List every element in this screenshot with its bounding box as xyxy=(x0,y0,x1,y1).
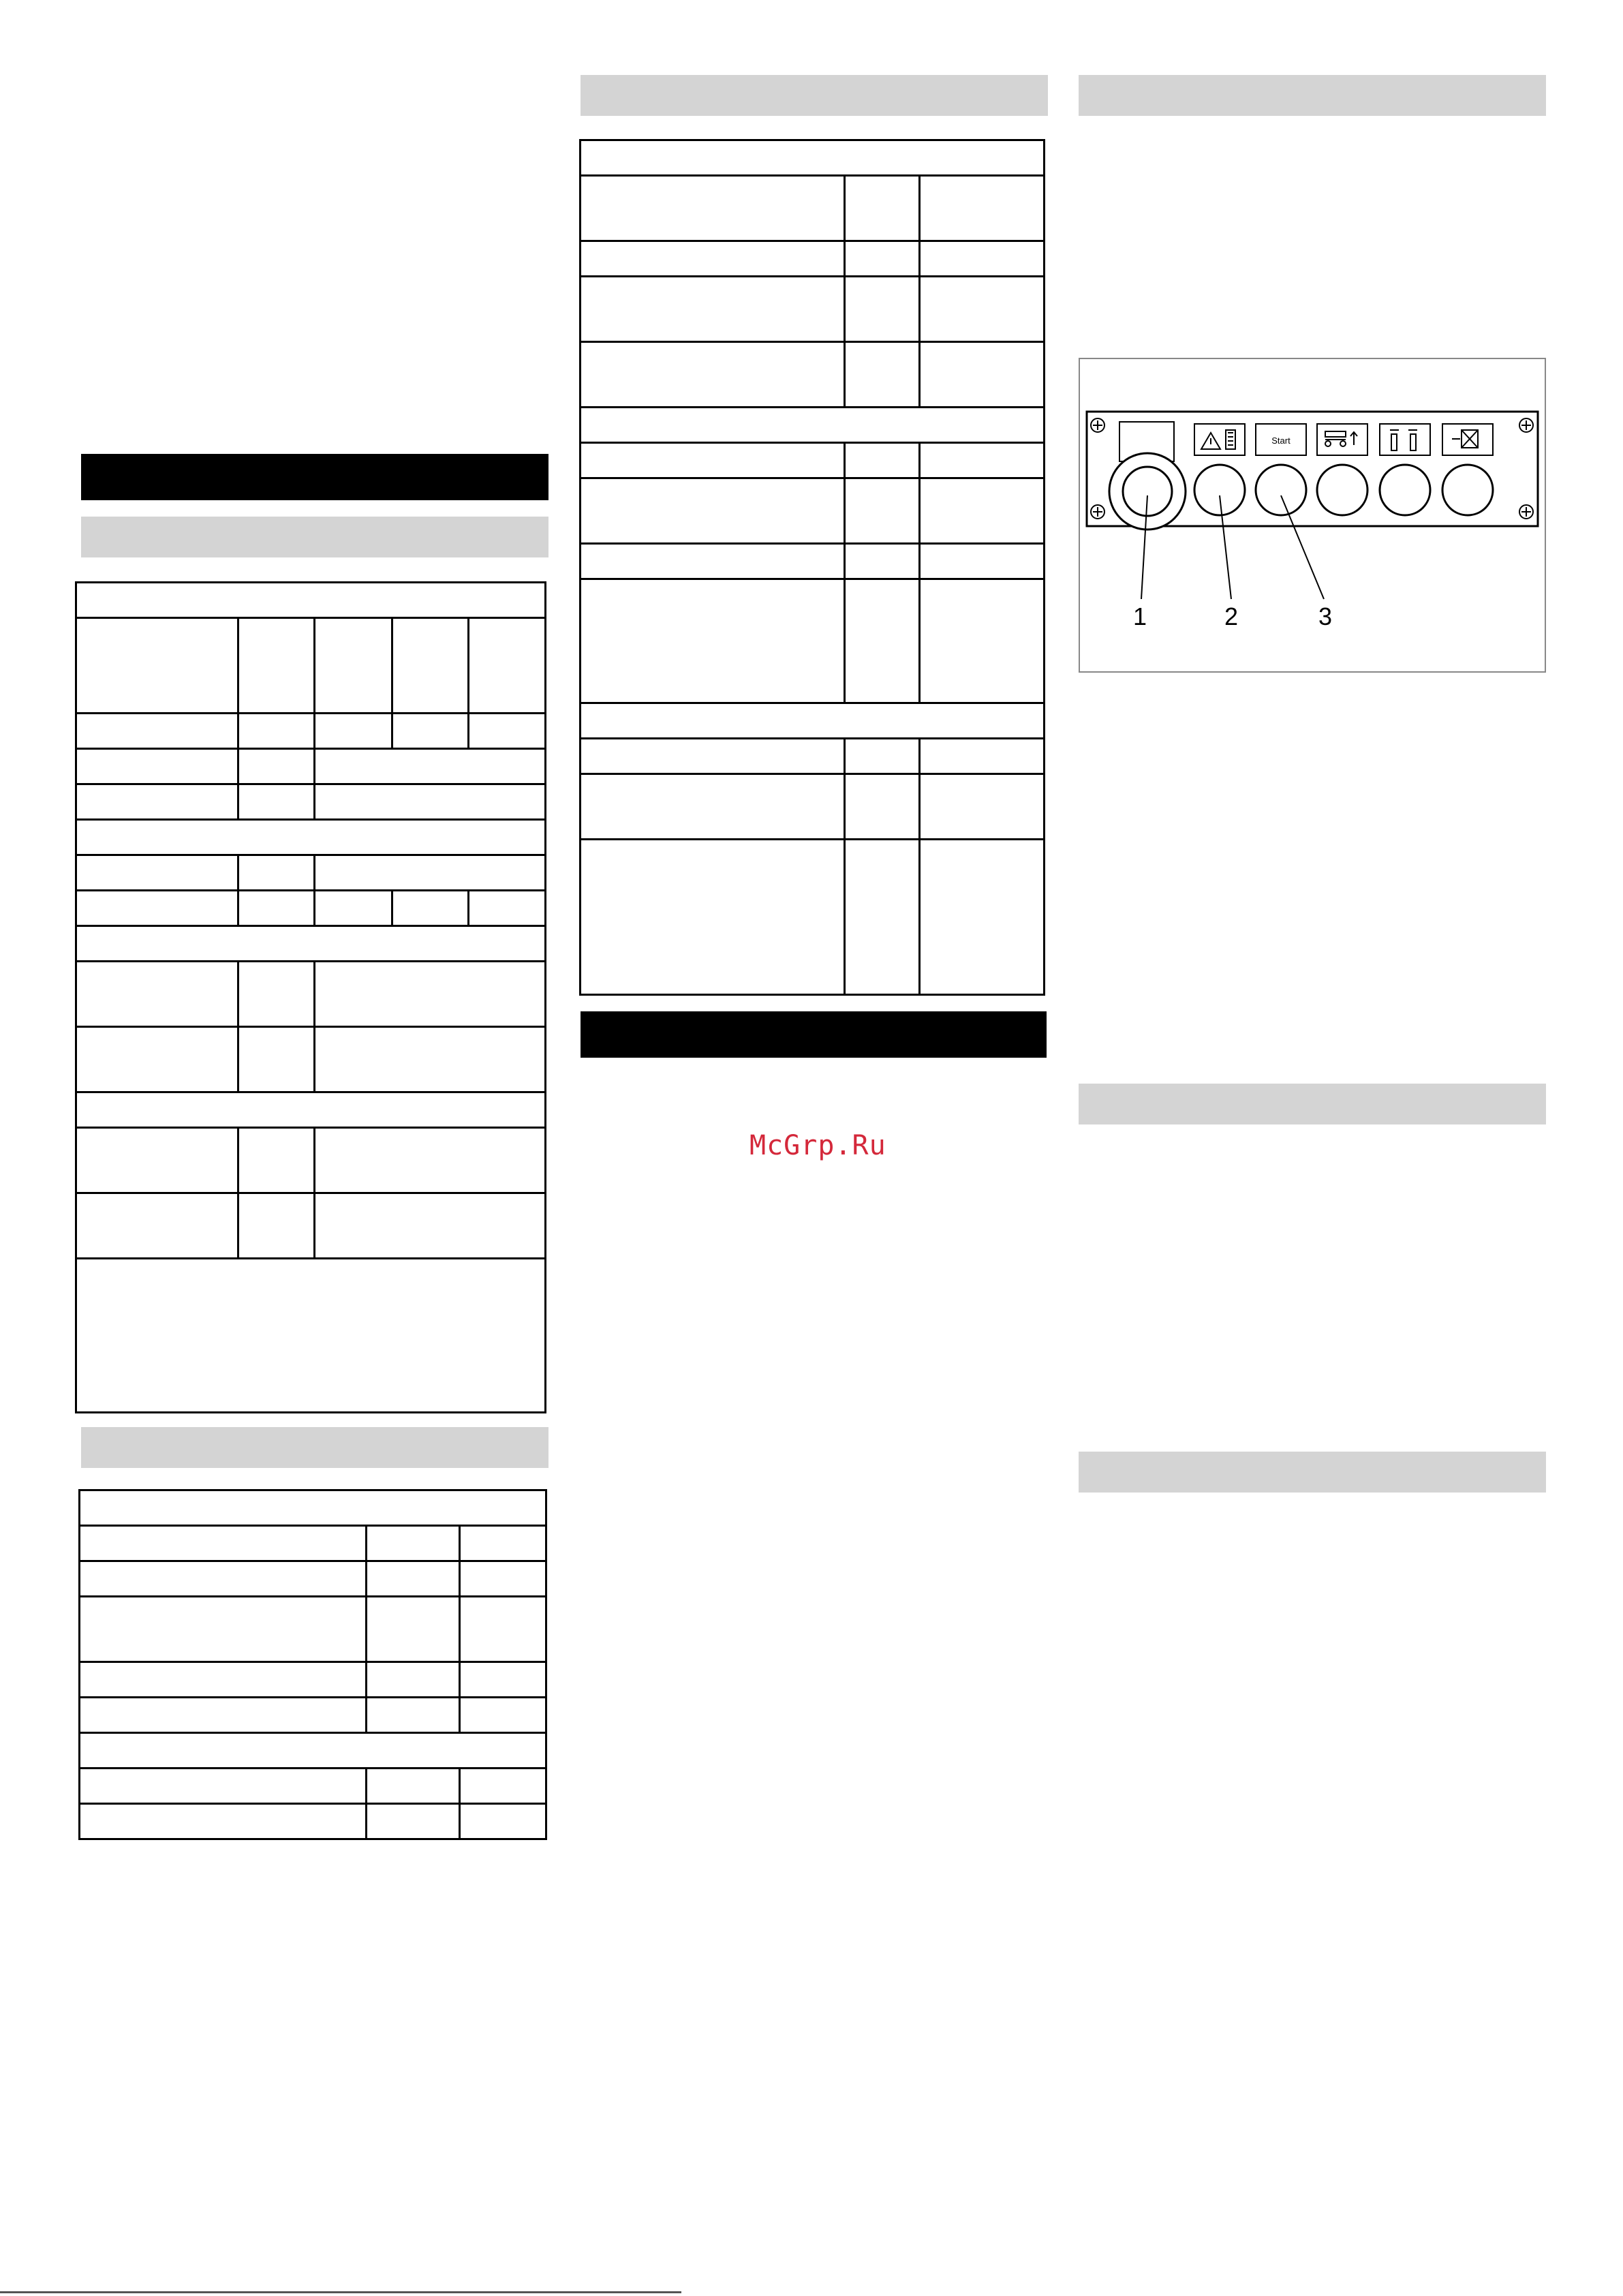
lift-button xyxy=(1317,465,1367,515)
callout-3: 3 xyxy=(1318,602,1333,630)
suction-off-button xyxy=(1442,465,1493,515)
section-header-bar xyxy=(81,454,548,500)
brush-width-button xyxy=(1380,465,1430,515)
technical-data-table-3 xyxy=(579,139,1045,996)
table-row xyxy=(76,583,546,618)
control-panel-illustration xyxy=(1080,359,1545,671)
subsection-header-bar xyxy=(81,1427,548,1468)
brush-width-label-plate xyxy=(1380,424,1430,455)
suction-off-label-plate xyxy=(1442,424,1493,455)
watermark-text: McGrp.Ru xyxy=(749,1130,886,1161)
key-switch-inner xyxy=(1123,467,1172,516)
callout-2: 2 xyxy=(1224,602,1239,630)
subsection-header-bar xyxy=(1079,75,1546,116)
section-header-bar xyxy=(581,1011,1047,1058)
technical-data-table-1 xyxy=(75,581,546,1413)
start-button xyxy=(1256,465,1306,515)
callout-1: 1 xyxy=(1132,602,1147,630)
start-label: Start xyxy=(1271,435,1290,446)
control-panel-figure xyxy=(1079,358,1546,673)
subsection-header-bar xyxy=(581,75,1048,116)
warning-label-plate xyxy=(1194,424,1245,455)
subsection-header-bar xyxy=(1079,1452,1546,1493)
technical-data-table-2 xyxy=(78,1489,547,1840)
footer-rule xyxy=(0,2291,681,2293)
warning-button xyxy=(1194,465,1245,515)
subsection-header-bar xyxy=(1079,1084,1546,1124)
subsection-header-bar xyxy=(81,517,548,557)
